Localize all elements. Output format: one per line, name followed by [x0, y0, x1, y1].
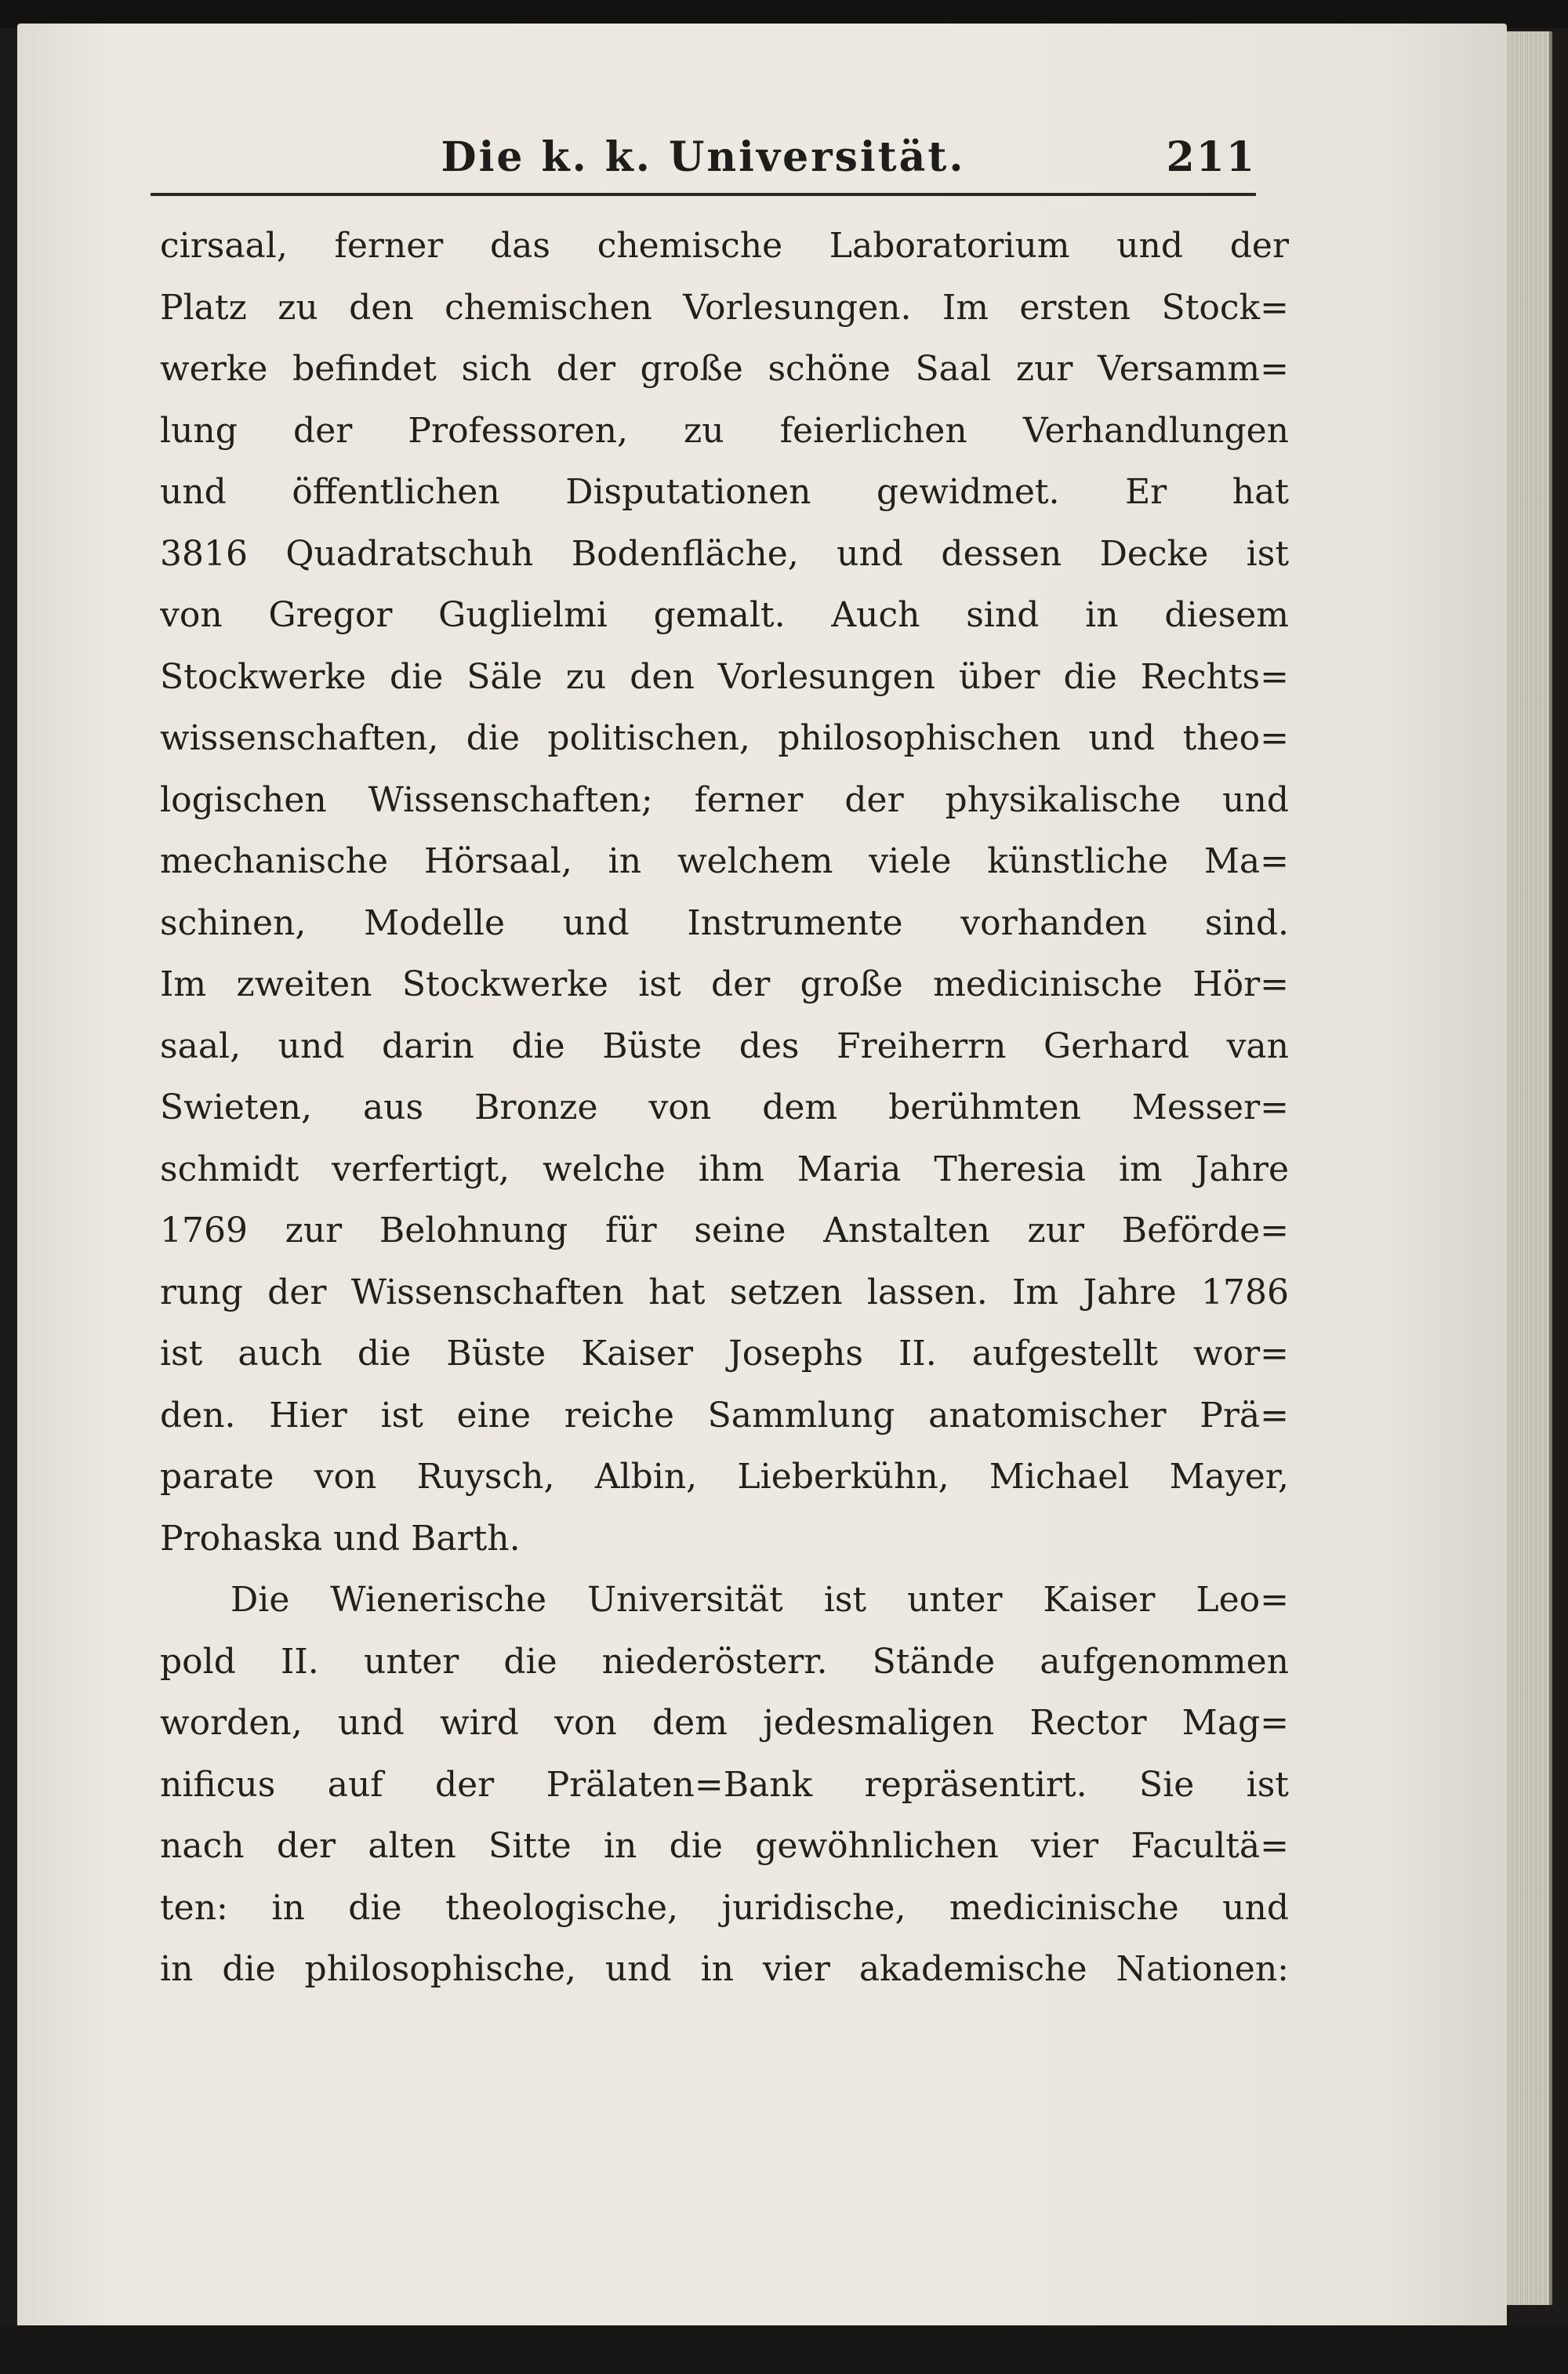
text-line: worden, und wird von dem jedesmaligen Rector Mag= — [160, 1703, 1289, 1743]
text-line: ist auch die Büste Kaiser Josephs II. aufgestellt wor= — [160, 1334, 1289, 1374]
text-line: cirsaal, ferner das chemische Laboratorium und der — [160, 226, 1289, 266]
text-line: ten: in die theologische, juridische, medicinische und — [160, 1887, 1289, 1928]
running-header — [151, 127, 1256, 198]
text-line: Im zweiten Stockwerke ist der große medicinische Hör= — [160, 964, 1289, 1004]
text-line: nach der alten Sitte in die gewöhnlichen vier Facultä= — [160, 1826, 1289, 1866]
text-line: pold II. unter die niederösterr. Stände aufgenommen — [160, 1641, 1289, 1682]
text-line: den. Hier ist eine reiche Sammlung anatomischer Prä= — [160, 1395, 1289, 1436]
paragraph-start-line: Die Wienerische Universität ist unter Kaiser Leo= — [230, 1580, 1289, 1620]
running-header-title: Die k. k. Universität. — [441, 133, 966, 181]
page-number: 211 — [1166, 133, 1256, 181]
text-line: schmidt verfertigt, welche ihm Maria Theresia im Jahre — [160, 1149, 1289, 1189]
text-line: nificus auf der Prälaten=Bank repräsentirt. Sie ist — [160, 1764, 1289, 1805]
text-line: schinen, Modelle und Instrumente vorhanden sind. — [160, 902, 1289, 943]
text-line: wissenschaften, die politischen, philosophischen und theo= — [160, 718, 1289, 758]
text-line: in die philosophische, und in vier akademische Nationen: — [160, 1949, 1289, 1989]
book-page-edges — [1502, 31, 1552, 2305]
text-line: saal, und darin die Büste des Freiherrn Gerhard van — [160, 1025, 1289, 1066]
text-line: 1769 zur Belohnung für seine Anstalten zur Beförde= — [160, 1211, 1289, 1251]
text-line: Platz zu den chemischen Vorlesungen. Im ersten Stock= — [160, 287, 1289, 328]
text-line: von Gregor Guglielmi gemalt. Auch sind in diesem — [160, 595, 1289, 635]
body-text — [160, 216, 1289, 2001]
text-line: rung der Wissenschaften hat setzen lassen. Im Jahre 1786 — [160, 1272, 1289, 1312]
text-line: werke befindet sich der große schöne Saal zur Versamm= — [160, 349, 1289, 389]
text-line: lung der Professoren, zu feierlichen Verhandlungen — [160, 410, 1289, 451]
paragraph-end-line: Prohaska und Barth. — [160, 1518, 521, 1559]
text-line: 3816 Quadratschuh Bodenfläche, und dessen Decke ist — [160, 533, 1289, 574]
header-rule — [151, 193, 1256, 196]
scanner-border-bottom — [0, 2325, 1568, 2374]
text-line: mechanische Hörsaal, in welchem viele künstliche Ma= — [160, 841, 1289, 881]
text-line: Swieten, aus Bronze von dem berühmten Messer= — [160, 1087, 1289, 1127]
text-line: parate von Ruysch, Albin, Lieberkühn, Michael Mayer, — [160, 1457, 1289, 1497]
text-line: Stockwerke die Säle zu den Vorlesungen über die Rechts= — [160, 656, 1289, 697]
text-line: und öffentlichen Disputationen gewidmet. Er hat — [160, 472, 1289, 512]
text-line: logischen Wissenschaften; ferner der physikalische und — [160, 779, 1289, 820]
